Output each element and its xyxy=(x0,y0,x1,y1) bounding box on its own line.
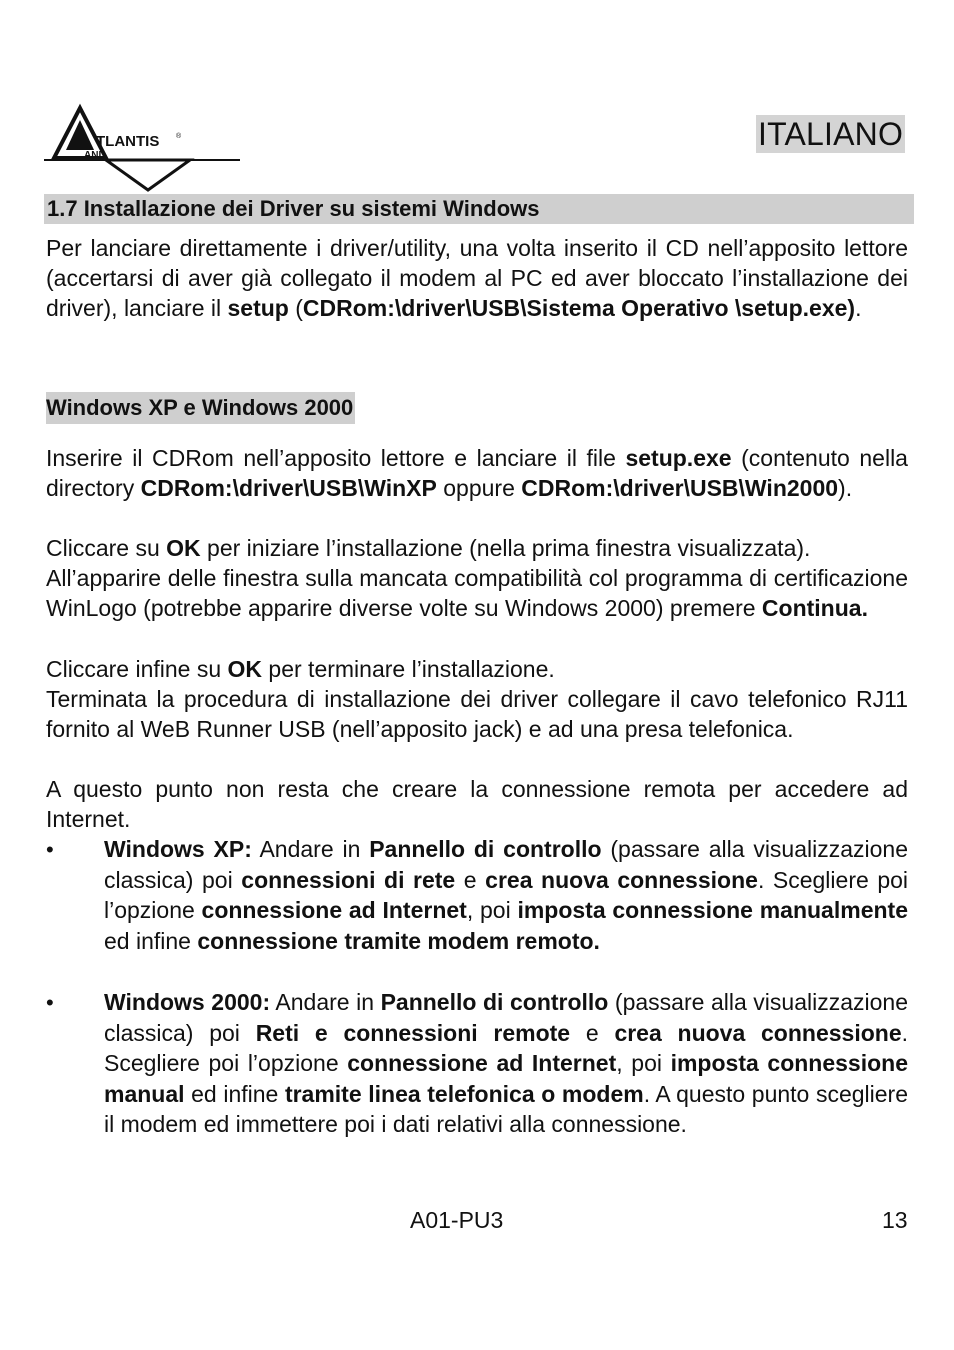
paragraph-finish: Cliccare infine su OK per terminare l’installazione. xyxy=(46,656,555,682)
list-item-windows-2000: Windows 2000: Andare in Pannello di controllo (passare alla visualizzazione classica) poi Reti e connessioni remote e crea nuova connessione. Scegliere poi l’opzione connessione ad Internet, poi imposta connessione manual ed infine tramite linea telefonica o modem. A questo punto scegliere il modem ed immettere poi i dati relativi alla connessione. xyxy=(104,989,909,1138)
footer-model-number: A01-PU3 xyxy=(410,1207,504,1233)
page-number: 13 xyxy=(882,1207,908,1233)
bullet-symbol: • xyxy=(46,837,54,862)
svg-text:AND: AND xyxy=(84,150,106,161)
bullet-symbol: • xyxy=(46,990,54,1015)
intro-paragraph: Per lanciare direttamente i driver/utility, una volta inserito il CD nell’apposito lettore (accertarsi di aver già collegato il modem al PC ed aver bloccato l’installazione dei driver), lanciare il setup (CDRom:\driver\USB\Sistema Operativo \setup.exe). xyxy=(46,235,908,322)
list-item-windows-xp: Windows XP: Andare in Pannello di controllo (passare alla visualizzazione classica) poi connessioni di rete e crea nuova connessione. Scegliere poi l’opzione connessione ad Internet, poi imposta connessione manualmente ed infine connessione tramite modem remoto. xyxy=(104,836,909,954)
language-label: ITALIANO xyxy=(758,116,904,152)
paragraph-click-ok: Cliccare su OK per iniziare l’installazione (nella prima finestra visualizzata). xyxy=(46,535,811,561)
paragraph-cable: Terminata la procedura di installazione dei driver collegare il cavo telefonico RJ11 fornito al WeB Runner USB (nell’apposito jack) e ad una presa telefonica. xyxy=(46,686,908,743)
paragraph-setup: Inserire il CDRom nell’apposito lettore e lanciare il file setup.exe (contenuto nella directory CDRom:\driver\USB\WinXP oppure CDRom:\driver\USB\Win2000). xyxy=(46,445,908,502)
svg-text:TLANTIS: TLANTIS xyxy=(96,133,160,150)
section-title: 1.7 Installazione dei Driver su sistemi Windows xyxy=(47,196,540,221)
paragraph-winlogo: All’apparire delle finestra sulla mancata compatibilità col programma di certificazione WinLogo (potrebbe apparire diverse volte su Windows 2000) premere Continua. xyxy=(46,565,908,622)
atlantis-land-logo xyxy=(44,100,242,192)
paragraph-connection: A questo punto non resta che creare la connessione remota per accedere ad Internet. xyxy=(46,776,908,833)
subsection-title: Windows XP e Windows 2000 xyxy=(46,392,355,424)
svg-text:®: ® xyxy=(176,133,182,140)
